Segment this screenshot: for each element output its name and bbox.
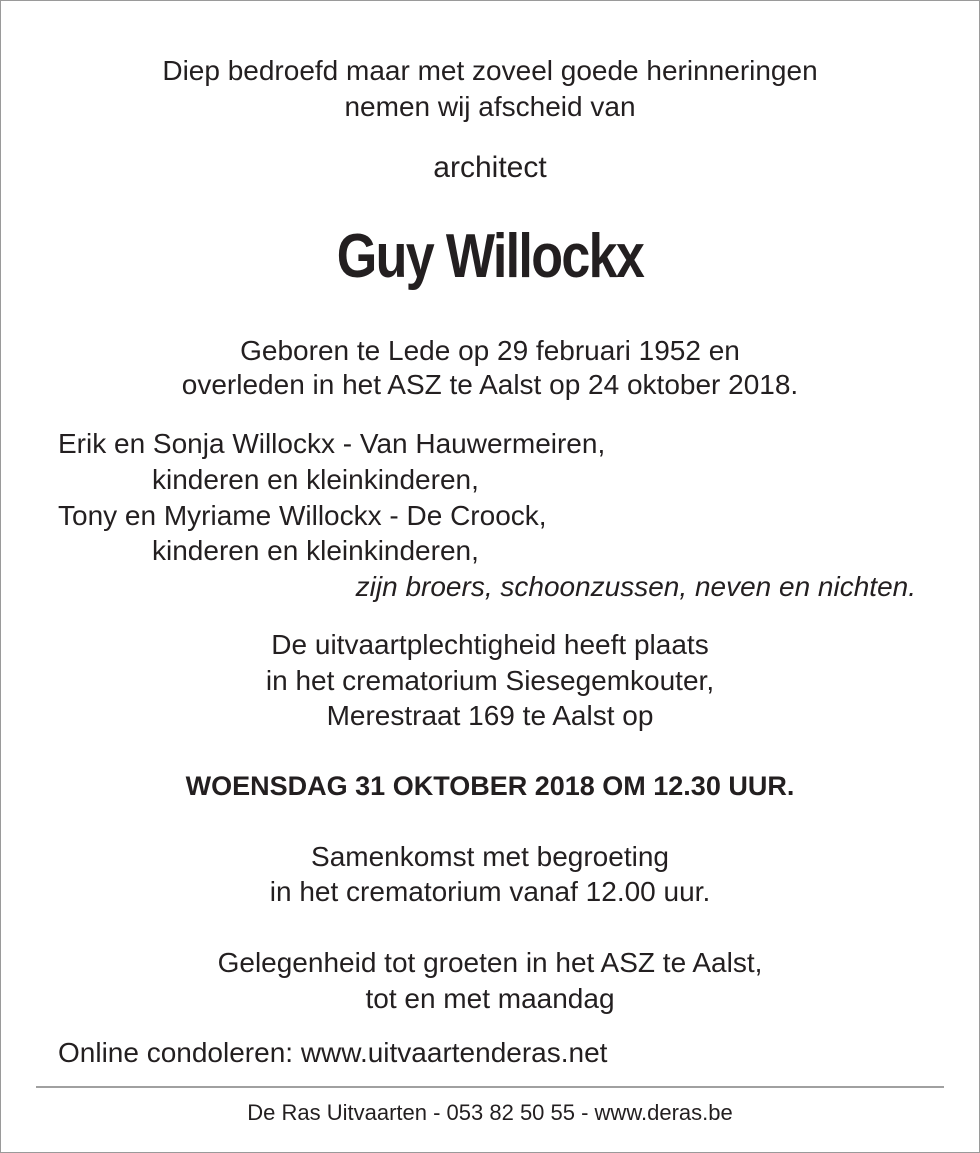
birth-line: Geboren te Lede op 29 februari 1952 en — [240, 335, 740, 366]
visitation-line-1: Gelegenheid tot groeten in het ASZ te Aalst, — [217, 947, 763, 978]
footer-divider — [36, 1086, 944, 1088]
family-line-3: Tony en Myriame Willockx - De Croock, — [58, 500, 547, 531]
visitation-line-2: tot en met maandag — [365, 983, 615, 1014]
ceremony-datetime: WOENSDAG 31 OKTOBER 2018 OM 12.30 UUR. — [185, 771, 795, 801]
family-line-4: kinderen en kleinkinderen, — [152, 535, 479, 566]
gathering-line-1: Samenkomst met begroeting — [311, 841, 669, 872]
family-line-1: Erik en Sonja Willockx - Van Hauwermeiren, — [58, 428, 606, 459]
deceased-name: Guy Willockx — [336, 222, 644, 291]
death-line: overleden in het ASZ te Aalst op 24 oktober 2018. — [181, 369, 799, 400]
ceremony-line-3: Merestraat 169 te Aalst op — [326, 700, 654, 731]
footer-contact: De Ras Uitvaarten - 053 82 50 55 - www.deras.be — [247, 1100, 733, 1125]
profession: architect — [433, 151, 547, 184]
gathering-line-2: in het crematorium vanaf 12.00 uur. — [269, 876, 711, 907]
ceremony-line-1: De uitvaartplechtigheid heeft plaats — [271, 629, 709, 660]
intro-line-2: nemen wij afscheid van — [344, 91, 636, 122]
family-line-2: kinderen en kleinkinderen, — [152, 464, 479, 495]
condolences-link[interactable]: Online condoleren: www.uitvaartenderas.net — [58, 1037, 608, 1068]
family-line-5: zijn broers, schoonzussen, neven en nichten. — [355, 571, 916, 602]
intro-line-1: Diep bedroefd maar met zoveel goede herinneringen — [162, 55, 818, 86]
ceremony-line-2: in het crematorium Siesegemkouter, — [265, 665, 715, 696]
